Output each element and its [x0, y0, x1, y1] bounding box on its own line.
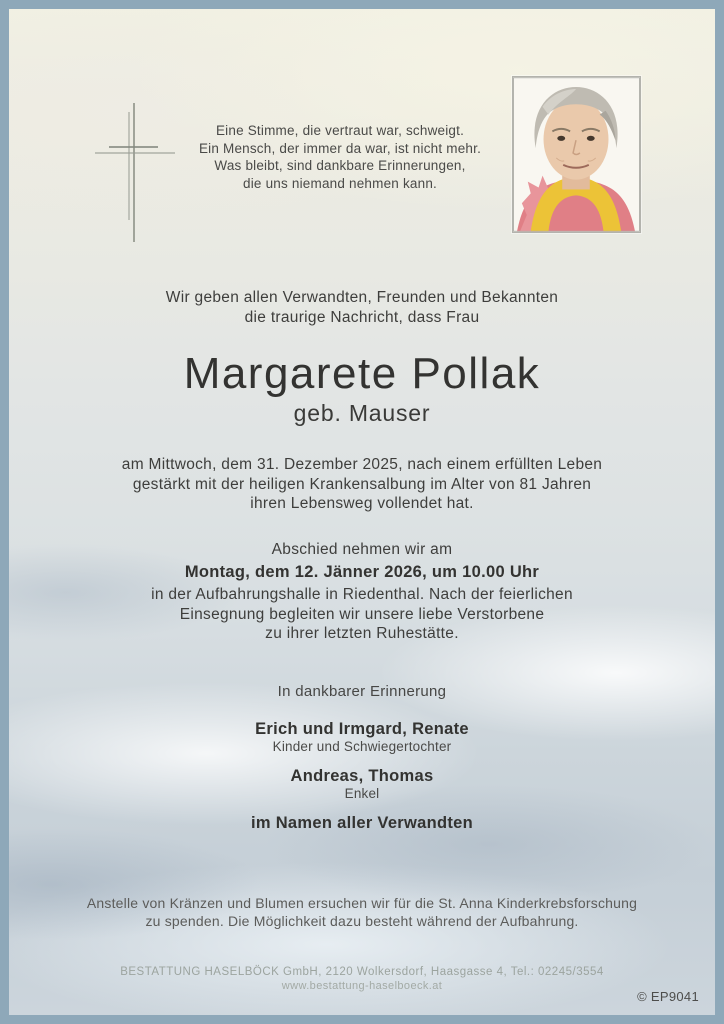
remembrance-closing: im Namen aller Verwandten	[250, 814, 474, 832]
quote-line: die uns niemand nehmen kann.	[243, 175, 437, 191]
memorial-quote	[150, 122, 530, 192]
death-notice	[9, 455, 715, 514]
announcement	[9, 288, 715, 327]
death-notice-line: gestärkt mit der heiligen Krankensalbung im Alter von 81 Jahren	[132, 475, 592, 493]
farewell-location-line: zu ihrer letzten Ruhestätte.	[265, 625, 459, 642]
farewell-location	[9, 585, 715, 644]
mourner-names: Erich und Irmgard, Renate	[255, 720, 469, 738]
quote-line: Was bleibt, sind dankbare Erinnerungen,	[214, 158, 466, 173]
announcement-line: die traurige Nachricht, dass Frau	[244, 308, 480, 326]
deceased-birth-name: geb. Mauser	[293, 400, 431, 426]
quote-line: Eine Stimme, die vertraut war, schweigt.	[215, 123, 465, 138]
mourner-relation: Enkel	[344, 786, 380, 801]
funeral-home-info: BESTATTUNG HASELBÖCK GmbH, 2120 Wolkersdorf, Haasgasse 4, Tel.: 02245/3554	[120, 966, 604, 978]
mourner-relation: Kinder und Schwiegertochter	[272, 739, 452, 754]
quote-line: Ein Mensch, der immer da war, ist nicht mehr.	[198, 140, 482, 156]
death-notice-line: ihren Lebensweg vollendet hat.	[250, 495, 474, 512]
deceased-name: Margarete Pollak	[183, 349, 541, 398]
remembrance-title: In dankbarer Erinnerung	[277, 683, 447, 700]
portrait-photo	[512, 76, 641, 233]
announcement-line: Wir geben allen Verwandten, Freunden und Bekannten	[165, 289, 559, 306]
funeral-home-website: www.bestattung-haselboeck.at	[281, 980, 443, 992]
donation-line: Anstelle von Kränzen und Blumen ersuchen wir für die St. Anna Kinderkrebsforschung	[86, 895, 638, 911]
donation-line: zu spenden. Die Möglichkeit dazu besteht während der Aufbahrung.	[145, 912, 579, 929]
mourner-names: Andreas, Thomas	[290, 767, 434, 785]
death-notice-line: am Mittwoch, dem 31. Dezember 2025, nach einem erfüllten Leben	[121, 456, 603, 473]
farewell-datetime: Montag, dem 12. Jänner 2026, um 10.00 Uhr	[184, 563, 540, 581]
farewell-location-line: in der Aufbahrungshalle in Riedenthal. Nach der feierlichen	[151, 586, 573, 603]
farewell-location-line: Einsegnung begleiten wir unsere liebe Verstorbene	[179, 605, 545, 623]
card-code: © EP9041	[637, 989, 699, 1004]
farewell-intro: Abschied nehmen wir am	[271, 541, 453, 558]
donation-request	[9, 895, 715, 930]
